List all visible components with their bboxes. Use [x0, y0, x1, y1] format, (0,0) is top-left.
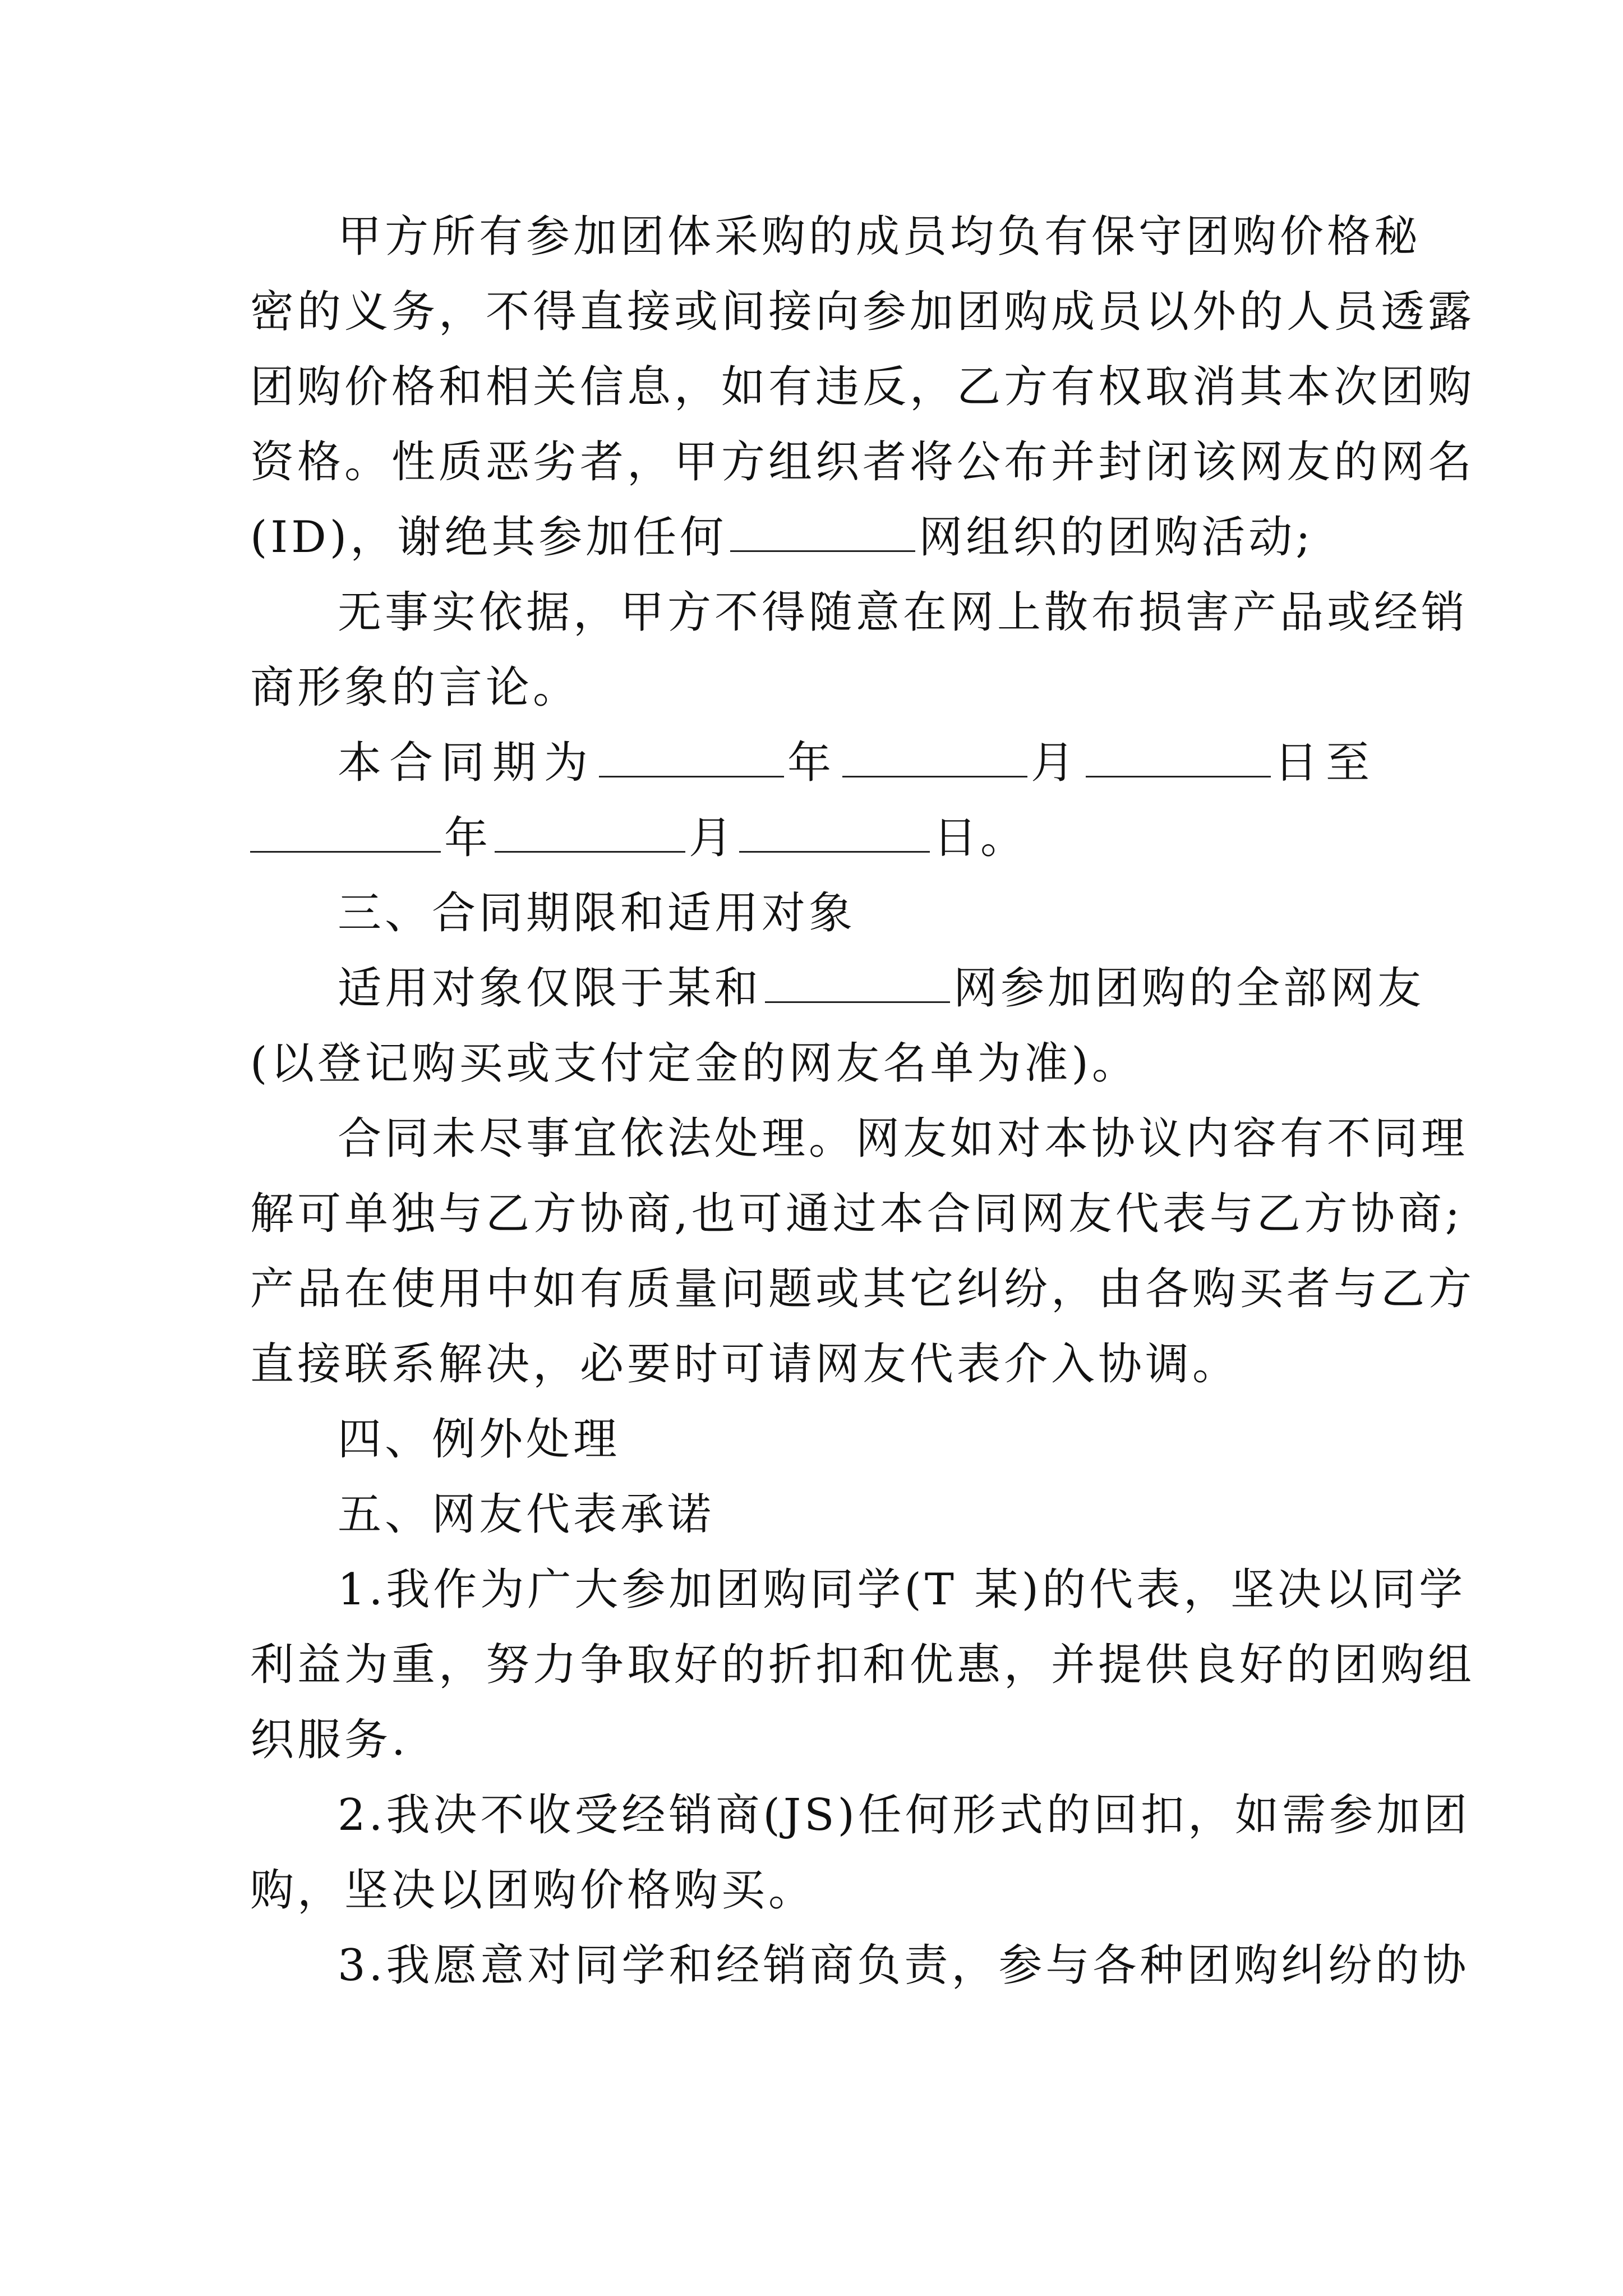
- text-line: 利益为重，努力争取好的折扣和优惠，并提供良好的团购组: [250, 1640, 1476, 1690]
- text-line: 1.我作为广大参加团购同学(T 某)的代表，坚决以同学: [338, 1565, 1467, 1615]
- paragraph-confidentiality: [250, 199, 1476, 575]
- text-segment: 适用对象仅限于某和: [338, 963, 762, 1014]
- text-line: [250, 725, 1378, 800]
- text-segment: 日至: [1274, 738, 1378, 788]
- paragraph-applicable-scope: [250, 951, 1425, 1101]
- text-line: 团购价格和相关信息，如有违反，乙方有权取消其本次团购: [250, 362, 1476, 412]
- text-line: [250, 951, 1425, 1026]
- section-heading-5: 五、网友代表承诺: [338, 1489, 715, 1540]
- text-line: [250, 500, 1374, 575]
- text-line: [250, 800, 1374, 876]
- text-line: 产品在使用中如有质量问题或其它纠纷，由各购买者与乙方: [250, 1264, 1476, 1314]
- text-line: 无事实依据，甲方不得随意在网上散布损害产品或经销: [338, 587, 1469, 638]
- paragraph-unresolved-matters: [250, 1101, 1476, 1402]
- blank-field-site-name: [730, 517, 915, 552]
- text-segment: 年: [787, 738, 840, 788]
- blank-field-start-year: [599, 742, 784, 777]
- list-item: [250, 1928, 1470, 2003]
- text-line: 密的义务，不得直接或间接向参加团购成员以外的人员透露: [250, 287, 1476, 337]
- paragraph-no-defamation: [250, 575, 1469, 725]
- blank-field-site-name: [765, 968, 950, 1003]
- text-segment: (ID)，谢绝其参加任何: [250, 512, 727, 563]
- text-line: 织服务.: [250, 1715, 409, 1765]
- text-segment: 网参加团购的全部网友: [953, 963, 1425, 1014]
- text-segment: 本合同期为: [338, 738, 596, 788]
- text-line: 2.我决不收受经销商(JS)任何形式的回扣，如需参加团: [338, 1790, 1470, 1841]
- blank-field-end-month: [495, 817, 685, 853]
- text-line: 甲方所有参加团体采购的成员均负有保守团购价格秘: [338, 211, 1422, 262]
- text-line: 商形象的言论。: [250, 662, 580, 713]
- text-line: 解可单独与乙方协商,也可通过本合同网友代表与乙方协商;: [250, 1189, 1464, 1239]
- text-segment: 月: [1031, 738, 1083, 788]
- paragraph-contract-period: [250, 725, 1378, 876]
- document-body: [250, 199, 1476, 2003]
- text-line: 3.我愿意对同学和经销商负责，参与各种团购纠纷的协: [338, 1940, 1470, 1991]
- text-line: 直接联系解决，必要时可请网友代表介入协调。: [250, 1339, 1240, 1389]
- blank-field-end-year: [250, 817, 441, 853]
- blank-field-start-month: [842, 742, 1027, 777]
- text-line: (以登记购买或支付定金的网友名单为准)。: [250, 1038, 1139, 1089]
- blank-field-start-day: [1086, 742, 1271, 777]
- text-line: 资格。性质恶劣者，甲方组织者将公布并封闭该网友的网名: [250, 437, 1476, 487]
- text-segment: 日。: [933, 813, 1028, 863]
- section-heading-4: 四、例外处理: [338, 1414, 621, 1465]
- text-segment: 网组织的团购活动;: [919, 512, 1314, 563]
- text-line: 合同未尽事宜依法处理。网友如对本协议内容有不同理: [338, 1114, 1469, 1164]
- text-line: 购，坚决以团购价格购买。: [250, 1865, 816, 1916]
- text-segment: 年: [444, 813, 492, 863]
- list-item: [250, 1778, 1470, 1928]
- section-heading-3: 三、合同期限和适用对象: [338, 888, 856, 938]
- text-segment: 月: [689, 813, 736, 863]
- list-item: [250, 1552, 1476, 1778]
- blank-field-end-day: [739, 817, 930, 853]
